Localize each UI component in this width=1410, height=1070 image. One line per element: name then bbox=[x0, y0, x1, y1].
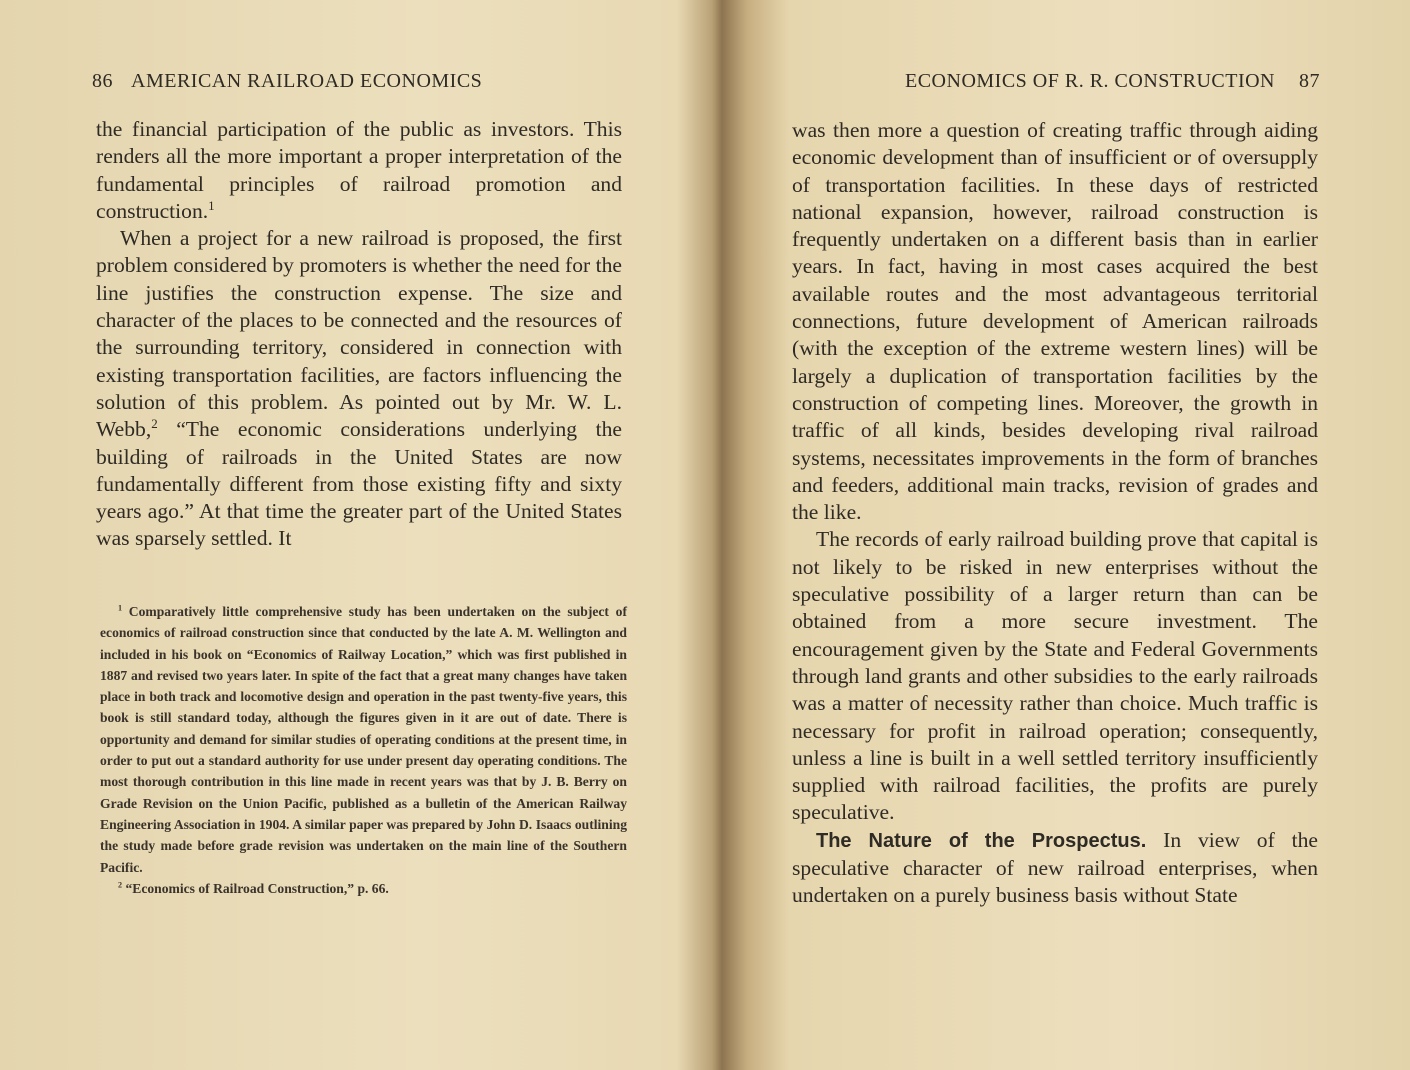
left-paragraph-2: When a project for a new railroad is proposed, the first problem considered by promoters is whether the need for the line justifies the construction expense. The size and character of the places to be connected and the resources of the surrounding territory, considered in connection with existing transportation facilities, are factors influencing the solution of this problem. As pointed out by Mr. W. L. Webb,$^2$ “The economic considerations underlying the building of railroads in the United States are now fundamentally different from those existing fifty and sixty years ago.” At that time the greater part of the United States was sparsely settled. It bbox=[96, 226, 622, 551]
footnote-ref-2: 2 bbox=[151, 416, 158, 432]
left-running-title: AMERICAN RAILROAD ECONOMICS bbox=[131, 70, 483, 92]
right-running-title: ECONOMICS OF R. R. CONSTRUCTION bbox=[905, 70, 1275, 92]
right-page bbox=[712, 0, 1410, 1070]
left-page-number: 86 bbox=[92, 70, 113, 92]
left-running-head bbox=[92, 70, 622, 93]
footnotes bbox=[100, 601, 627, 899]
left-paragraph-1: the financial participation of the public as investors. This renders all the more important a proper interpretation of the fundamental principles of railroad promotion and construction.$^1$ bbox=[96, 117, 622, 223]
footnote-1: $^1$ Comparatively little comprehensive study has been undertaken on the subject of economics of railroad construction since that conducted by the late A. M. Wellington and included in his book on “Economics of Railway Location,” which was first published in 1887 and revised two years later. In spite of the fact that a great many changes have taken place in both track and locomotive design and operation in the past twenty-five years, this book is still standard today, although the figures given in it are out of date. There is opportunity and demand for similar studies of operating conditions at the present time, in order to put out a standard authority for use under present day operating conditions. The most thorough contribution in this line made in recent years was that by J. B. Berry on Grade Revision on the Union Pacific, published as a bulletin of the American Railway Engineering Association in 1904. A similar paper was prepared by John D. Isaacs outlining the study made before grade revision was undertaken on the main line of the Southern Pacific. bbox=[100, 603, 627, 875]
right-body-text bbox=[792, 117, 1318, 910]
right-paragraph-3: The Nature of the Prospectus. In view of the speculative character of new railroad enterprises, when undertaken on a purely business basis without State bbox=[792, 827, 1318, 908]
right-running-head bbox=[842, 70, 1320, 93]
section-heading: The Nature of the Prospectus. bbox=[816, 829, 1147, 852]
footnote-2: $^2$ “Economics of Railroad Construction,” p. 66. bbox=[118, 880, 389, 896]
right-page-number: 87 bbox=[1299, 70, 1320, 92]
left-page bbox=[0, 0, 700, 1070]
right-paragraph-2: The records of early railroad building prove that capital is not likely to be risked in new enterprises without the speculative possibility of a larger return than can be obtained from a more secure investment. The encouragement given by the State and Federal Governments through land grants and other subsidies to the early railroads was a matter of necessity rather than choice. Much traffic is necessary for profit in railroad operation; consequently, unless a line is built in a well settled territory insufficiently supplied with railroad facilities, the profits are purely speculative. bbox=[792, 527, 1318, 825]
left-body-text bbox=[96, 116, 622, 553]
footnote-ref-1: 1 bbox=[208, 197, 215, 213]
right-paragraph-1: was then more a question of creating traffic through aiding economic development than of insufficient or of oversupply of transportation facilities. In these days of restricted national expansion, however, railroad construction is frequently undertaken on a different basis than in earlier years. In fact, having in most cases acquired the best available routes and the most advantageous territorial connections, future development of American railroads (with the exception of the extreme western lines) will be largely a duplication of transportation facilities by the construction of competing lines. Moreover, the growth in traffic of all kinds, besides developing rival railroad systems, necessitates improvements in the form of branches and feeders, additional main tracks, revision of grades and the like. bbox=[792, 118, 1318, 525]
